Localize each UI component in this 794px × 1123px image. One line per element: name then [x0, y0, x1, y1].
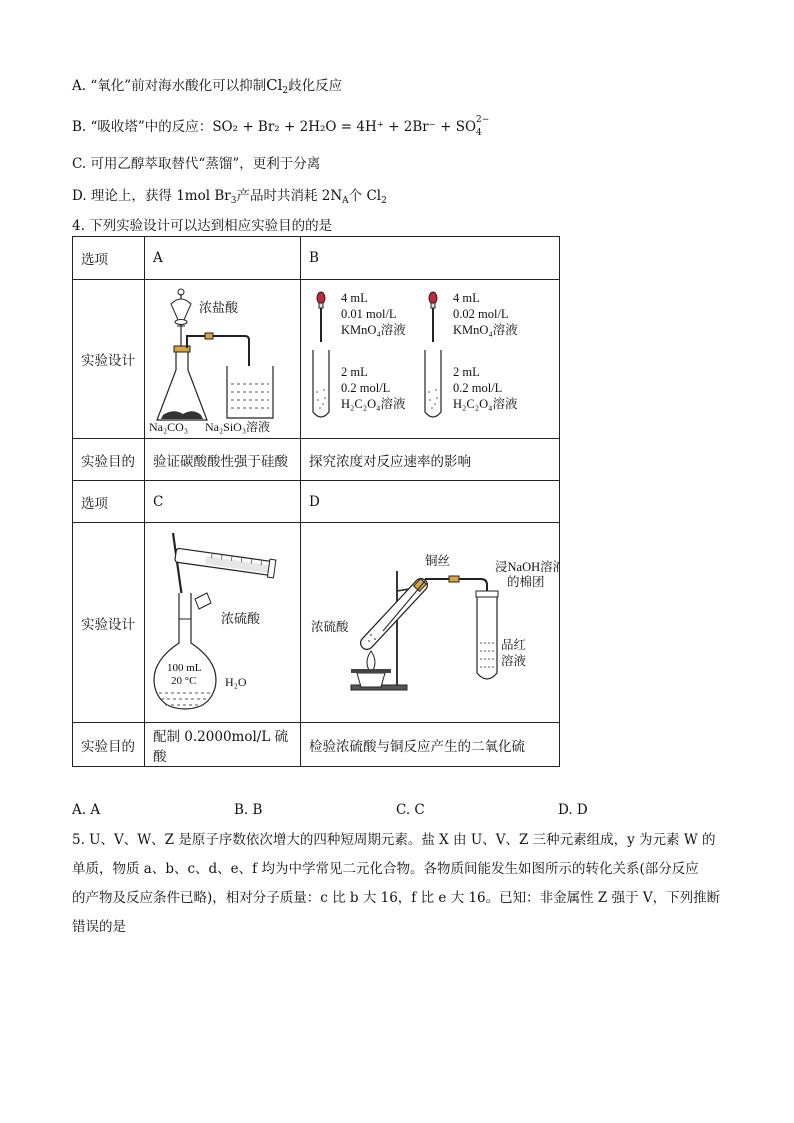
b-right-top-3: KMnO₄溶液: [453, 323, 518, 337]
label-conc-h2so4-d: 浓硫酸: [311, 620, 349, 634]
option-a-tail: 歧化反应: [288, 78, 343, 94]
label-100ml: 100 mL: [167, 662, 202, 674]
purpose-b-cell: 探究浓度对反应速率的影响: [301, 439, 560, 481]
design-label-cell: 实验设计: [73, 280, 145, 439]
b-right-bottom-1: 2 mL: [453, 365, 480, 379]
table-row: [73, 481, 560, 523]
br-subscript: 3: [230, 196, 237, 206]
purpose-label-cell-2: 实验目的: [73, 723, 145, 767]
b-right-top-1: 4 mL: [453, 291, 480, 305]
option-d-mid: 产品时共消耗 2N: [236, 188, 343, 204]
answer-option-d[interactable]: D. D: [558, 802, 588, 818]
b-left-top-3: KMnO₄溶液: [341, 323, 406, 337]
apparatus-d-cell: [301, 523, 560, 723]
label-naoh-cotton-2: 的棉团: [507, 575, 545, 589]
table-row: [73, 237, 560, 280]
apparatus-d-diagram: [301, 523, 559, 718]
b-left-bottom-1: 2 mL: [341, 365, 368, 379]
table-row: [73, 439, 560, 481]
table-row: [73, 523, 560, 723]
option-label-cell-2: 选项: [73, 481, 145, 523]
experiment-table: [72, 236, 560, 767]
purpose-label-cell: 实验目的: [73, 439, 145, 481]
option-b-prefix: B. “吸收塔”中的反应：: [72, 119, 213, 135]
col-a-header: A: [145, 237, 301, 280]
label-conc-h2so4: 浓硫酸: [221, 611, 261, 626]
b-left-bottom-2: 0.2 mol/L: [341, 381, 391, 395]
cl-symbol: Cl: [266, 76, 283, 94]
col-d-header: D: [301, 481, 560, 523]
q5-line-4: 错误的是: [72, 919, 126, 935]
so4-subscript: 4: [476, 127, 482, 138]
purpose-a-cell: 验证碳酸酸性强于硅酸: [145, 439, 301, 481]
label-h2o: H₂O: [225, 675, 247, 689]
purpose-c-cell: 配制 0.2000mol/L 硫酸: [145, 723, 301, 767]
table-row: [73, 280, 560, 439]
option-a-text: A. “氧化”前对海水酸化可以抑制: [72, 78, 267, 94]
q5-line-3: 的产物及反应条件已略)，相对分子质量：c 比 b 大 16，f 比 e 大 16。已知：非金属性 Z 强于 V，下列推断: [72, 890, 721, 906]
option-d-post: 个 Cl: [348, 188, 382, 204]
b-left-top-1: 4 mL: [341, 291, 368, 305]
purpose-d-cell: 检验浓硫酸与铜反应产生的二氧化硫: [301, 723, 560, 767]
option-c-line: C. 可用乙醇萃取替代“蒸馏”，更利于分离: [72, 156, 321, 172]
cl-subscript: 2: [282, 86, 289, 96]
option-b-equation: SO₂ + Br₂ + 2H₂O = 4H⁺ + 2Br⁻ + SO: [212, 119, 477, 135]
so4-charge: 2−: [476, 114, 490, 125]
b-right-bottom-2: 0.2 mol/L: [453, 381, 503, 395]
label-conc-hcl: 浓盐酸: [199, 300, 239, 315]
option-d-pre: D. 理论上，获得 1mol Br: [72, 188, 231, 204]
label-na2sio3: Na₂SiO₃溶液: [205, 420, 271, 434]
col-b-header: B: [301, 237, 560, 280]
q5-line-2: 单质，物质 a、b、c、d、e、f 均为中学常见二元化合物。各物质间能发生如图所示的转化关系(部分反应: [72, 861, 699, 877]
question-5-text: [72, 826, 732, 942]
option-b-line: [72, 114, 492, 138]
label-na2co3: Na₂CO₃: [149, 420, 189, 434]
b-right-bottom-3: H₂C₂O₄溶液: [453, 397, 518, 411]
label-20c: 20 °C: [171, 675, 197, 687]
answer-option-b[interactable]: B. B: [234, 802, 263, 818]
apparatus-c-cell: [145, 523, 301, 723]
answer-option-a[interactable]: A. A: [72, 802, 101, 818]
b-left-top-2: 0.01 mol/L: [341, 307, 397, 321]
table-row: [73, 723, 560, 767]
apparatus-c-diagram: [145, 523, 300, 718]
apparatus-b-diagram: [301, 280, 559, 434]
option-a-line: [72, 74, 342, 96]
question-4-stem: 4. 下列实验设计可以达到相应实验目的的是: [72, 218, 333, 234]
avogadro-subscript: A: [342, 196, 349, 206]
apparatus-b-cell: [301, 280, 560, 439]
design-label-cell-2: 实验设计: [73, 523, 145, 723]
so4-index: [476, 114, 492, 138]
option-d-line: [72, 184, 387, 206]
b-right-top-2: 0.02 mol/L: [453, 307, 509, 321]
cl2-subscript: 2: [381, 196, 387, 206]
label-magenta-2: 溶液: [501, 654, 527, 668]
label-naoh-cotton-1: 浸NaOH溶液: [495, 560, 559, 574]
q5-line-1: 5. U、V、W、Z 是原子序数依次增大的四种短周期元素。盐 X 由 U、V、Z 三种元素组成，y 为元素 W 的: [72, 832, 716, 848]
b-left-bottom-3: H₂C₂O₄溶液: [341, 397, 406, 411]
apparatus-a-diagram: [145, 280, 300, 434]
col-c-header: C: [145, 481, 301, 523]
label-copper-wire: 铜丝: [425, 554, 451, 568]
apparatus-a-cell: [145, 280, 301, 439]
option-label-cell: 选项: [73, 237, 145, 280]
answer-option-c[interactable]: C. C: [396, 802, 425, 818]
label-magenta-1: 品红: [501, 638, 527, 652]
